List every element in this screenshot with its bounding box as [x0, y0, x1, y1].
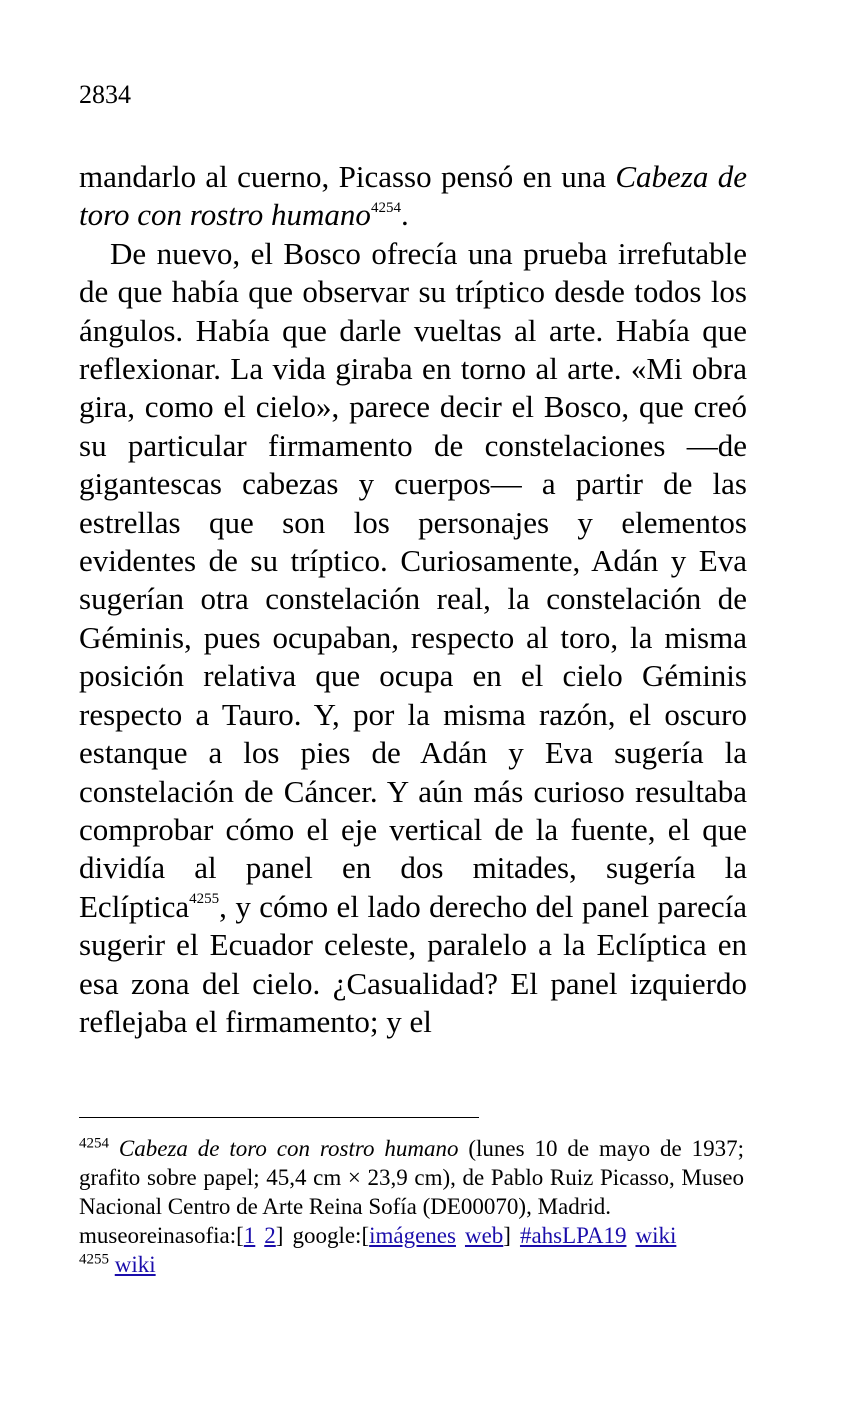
footnote-divider — [79, 1117, 479, 1118]
footnote-4255 — [79, 1250, 744, 1279]
google-images-link[interactable]: imágenes — [369, 1223, 456, 1248]
footnote-4254: $^{4254}$ Cabeza de toro con rostro humano (lunes 10 de mayo de 1937; grafito sobre papel; 45,4 cm × 23,9 cm), de Pablo Ruiz Picasso, Museo Nacional Centro de Arte Reina Sofía (DE00070), Madrid. — [79, 1135, 744, 1219]
google-web-link[interactable]: web — [464, 1223, 504, 1248]
footnote-ref-4254[interactable]: 4254 — [370, 200, 401, 217]
paragraph-1: mandarlo al cuerno, Picasso pensó en una Cabeza de toro con rostro humano$^{4254}$. — [79, 159, 747, 233]
footnote-italic-title: Cabeza de toro con rostro humano — [118, 1136, 459, 1161]
footnote-number: 4254 — [79, 1135, 109, 1152]
museo-link-2[interactable]: 2 — [264, 1223, 276, 1248]
hashtag-link[interactable]: #ahsLPA19 — [519, 1223, 627, 1248]
italic-title: Cabeza de toro con rostro humano — [79, 159, 747, 233]
footnote-number: 4255 — [79, 1251, 109, 1268]
page-number: 2834 — [79, 80, 131, 109]
wiki-link-4254[interactable]: wiki — [635, 1223, 677, 1248]
wiki-link-4255[interactable]: wiki — [114, 1252, 156, 1277]
footnote-ref-4255[interactable]: 4255 — [189, 891, 220, 908]
body-text — [79, 158, 747, 1041]
museo-link-1[interactable]: 1 — [243, 1223, 256, 1248]
paragraph-2: De nuevo, el Bosco ofrecía una prueba irrefutable de que había que observar su tríptico desde todos los ángulos. Había que darle vueltas al arte. Había que reflexionar. La vida giraba en torno al arte. «Mi obra gira, como el cielo», parece decir el Bosco, que creó su particular firmamento de constelaciones —de gigantescas cabezas y cuerpos— a partir de las estrellas que son los personajes y elementos evidentes de su tríptico. Curiosamente, Adán y Eva sugerían otra constelación real, la constelación de Géminis, pues ocupaban, respecto al toro, la misma posición relativa que ocupa en el cielo Géminis respecto a Tauro. Y, por la misma razón, el oscuro estanque a los pies de Adán y Eva sugería la constelación de Cáncer. Y aún más curioso resultaba comprobar cómo el eje vertical de la fuente, el que dividía al panel en dos mitades, sugería la Eclíptica$^{4255}$, y cómo el lado derecho del panel parecía sugerir el Ecuador celeste, paralelo a la Eclíptica en esa zona del cielo. ¿Casualidad? El panel izquierdo reflejaba el firmamento; y el — [79, 235, 747, 1039]
footnote-links: museoreinasofia:[1 2] google:[imágenes web] #ahsLPA19 wiki — [79, 1223, 677, 1248]
footnotes — [79, 1134, 744, 1279]
